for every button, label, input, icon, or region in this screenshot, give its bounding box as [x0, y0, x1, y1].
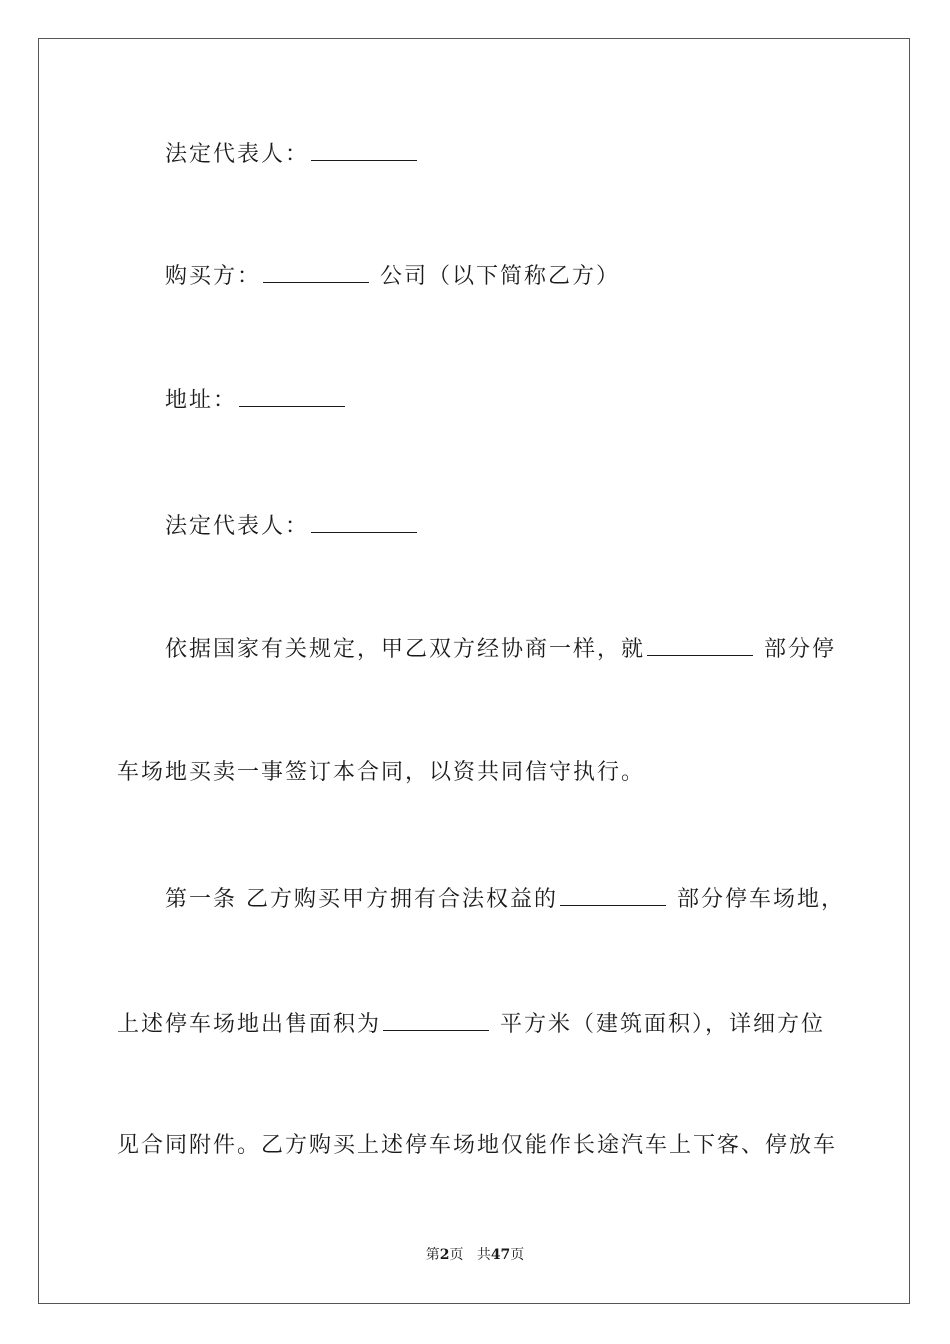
- preamble-line-2: [117, 758, 645, 788]
- preamble-text-1: 依据国家有关规定，甲乙双方经协商一样，就: [165, 637, 646, 662]
- footer-total-suffix: 页: [510, 1247, 525, 1263]
- preamble-line-1: [165, 633, 836, 665]
- buyer-blank: [263, 260, 369, 283]
- article-1-line-3: [117, 1131, 837, 1161]
- page-footer: [0, 1245, 950, 1265]
- footer-total-prefix: 共: [476, 1247, 491, 1263]
- buyer-suffix: 公司（以下简称乙方）: [371, 264, 621, 289]
- legal-rep-label: 法定代表人：: [165, 142, 310, 167]
- article-1-blank-2: [383, 1008, 489, 1031]
- buyer-label: 购买方：: [165, 264, 262, 289]
- address-label: 地址：: [165, 388, 238, 413]
- article-1-text-2: 上述停车场地出售面积为: [117, 1012, 382, 1037]
- legal-rep-blank: [311, 138, 417, 161]
- address-blank: [239, 384, 345, 407]
- footer-page-prefix: 第: [425, 1247, 440, 1263]
- footer-page-number: 2: [439, 1247, 450, 1263]
- legal-rep-line-2: [165, 510, 419, 542]
- preamble-blank: [647, 633, 753, 656]
- footer-page-suffix: 页: [449, 1247, 464, 1263]
- article-1-suffix-2: 平方米（建筑面积），详细方位: [491, 1012, 826, 1037]
- page-border: [38, 38, 910, 1304]
- article-1-text-3: 见合同附件。乙方购买上述停车场地仅能作长途汽车上下客、停放车: [117, 1133, 838, 1158]
- preamble-text-2: 车场地买卖一事签订本合同，以资共同信守执行。: [117, 760, 646, 785]
- article-1-line-2: [117, 1008, 825, 1040]
- address-line: [165, 384, 347, 416]
- legal-rep-label-2: 法定代表人：: [165, 514, 310, 539]
- article-1-line-1: [165, 883, 845, 915]
- footer-total-number: 47: [490, 1247, 511, 1263]
- article-1-blank-1: [560, 883, 666, 906]
- legal-rep-line-1: [165, 138, 419, 170]
- article-1-suffix-1: 部分停车场地，: [668, 887, 845, 912]
- buyer-line: [165, 260, 620, 292]
- article-1-text-1: 第一条 乙方购买甲方拥有合法权益的: [165, 887, 558, 912]
- preamble-suffix: 部分停: [755, 637, 837, 662]
- legal-rep-blank-2: [311, 510, 417, 533]
